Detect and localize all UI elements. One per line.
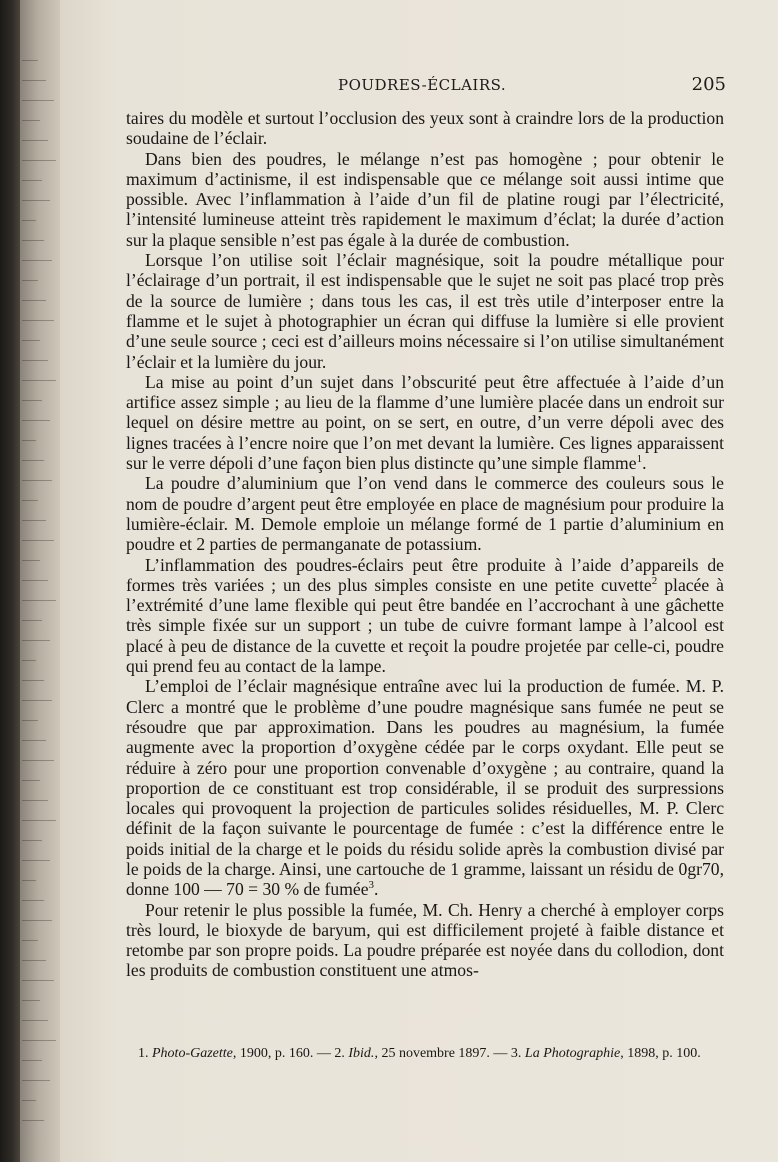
facing-page-text-line	[22, 1080, 50, 1081]
facing-page-text-line	[22, 660, 36, 661]
footnote-marker: 2	[651, 574, 658, 587]
paragraph	[126, 108, 724, 149]
facing-page-text-line	[22, 920, 52, 921]
paragraph-text: L’emploi de l’éclair magnésique entraîne avec lui la production de fumée. M. P. Clerc a montré que le problème d’une poudre magnésique sans fumée ne peut se résoudre que par approximation. Dans les poudres au magnésium, la fumée augmente avec la proportion d’oxygène cédée par le corps oxydant. Elle peut se réduire à zéro pour une proportion convenable d’oxygène ; au contraire, quand la proportion de ce constituant est trop considérable, il se produit des surpressions locales qui provoquent la projection de particules solides résiduelles, M. P. Clerc définit de la façon suivante le pourcentage de fumée : c’est la différence entre le poids initial de la charge et le poids du résidu solide après la combustion divisé par le poids de la charge. Ainsi, une cartouche de 1 gramme, laissant un résidu de 0gr70, donne 100 — 70 = 30 % de fumée	[126, 676, 724, 900]
footnote-reference: , 1898, p. 100.	[620, 1046, 701, 1061]
paragraph-text-end: .	[642, 453, 647, 474]
facing-page-text-line	[22, 180, 42, 181]
facing-page-text-line	[22, 840, 42, 841]
facing-page-text-line	[22, 420, 50, 421]
footnote-marker: 1	[636, 453, 643, 466]
footnotes	[138, 1044, 724, 1064]
facing-page-text-line	[22, 520, 46, 521]
facing-page-text-line	[22, 1020, 48, 1021]
paragraph-text: Pour retenir le plus possible la fumée, M. Ch. Henry a cherché à employer corps très lourd, le bioxyde de baryum, qui est difficilement projeté à faible distance et retombe par son propre poids. La poudre préparée est noyée dans du collodion, dont les produits de combustion constituent une atmos-	[126, 899, 724, 981]
facing-page-text-line	[22, 220, 36, 221]
facing-page-text-line	[22, 360, 48, 361]
facing-page-text-line	[22, 680, 44, 681]
facing-page-text-line	[22, 560, 40, 561]
running-head	[60, 74, 778, 100]
facing-page-text-line	[22, 720, 38, 721]
facing-page-text-line	[22, 500, 38, 501]
facing-page-text-line	[22, 580, 48, 581]
facing-page-text-line	[22, 280, 38, 281]
facing-page-text-line	[22, 300, 46, 301]
facing-page-text-line	[22, 980, 54, 981]
facing-page-text-line	[22, 60, 38, 61]
facing-page-text-line	[22, 140, 48, 141]
facing-page-text-line	[22, 600, 56, 601]
facing-page-text-line	[22, 260, 52, 261]
paragraph-text: La mise au point d’un sujet dans l’obscurité peut être affectuée à l’aide d’un artifice assez simple ; au lieu de la flamme d’une lumière placée dans un endroit sur lequel on désire mettre au point, on se sert, en outre, d’un verre dépoli avec des lignes tracées à l’encre noire que l’on met devant la lumière. Ces lignes apparaissent sur le verre dépoli d’une façon bien plus distincte qu’une simple flamme	[126, 371, 724, 474]
facing-page-text-line	[22, 240, 44, 241]
paragraph	[126, 372, 724, 473]
footnote-number: 1.	[138, 1046, 149, 1061]
footnote-line	[138, 1044, 724, 1064]
footnote-number: 3.	[510, 1046, 522, 1061]
paragraph-text: La poudre d’aluminium que l’on vend dans le commerce des couleurs sous le nom de poudre d’argent peut être employée en place de magnésium pour produire la lumière-éclair. M. Demole emploie un mélange formé de 1 partie d’aluminium en poudre et 2 parties de permanganate de potassium.	[126, 473, 724, 555]
paragraph	[126, 900, 724, 981]
facing-page-text-line	[22, 1120, 44, 1121]
footnote-source: Photo-Gazette	[152, 1046, 233, 1061]
paragraph	[126, 555, 724, 677]
facing-page-text-line	[22, 440, 36, 441]
facing-page-text-line	[22, 740, 46, 741]
facing-page-text-line	[22, 200, 50, 201]
footnote-source: La Photographie	[524, 1046, 621, 1061]
facing-page-text-line	[22, 780, 40, 781]
facing-page-text-line	[22, 960, 46, 961]
facing-page-text-line	[22, 100, 54, 101]
facing-page-text-line	[22, 480, 52, 481]
page-number: 205	[691, 74, 726, 95]
paragraph	[126, 149, 724, 250]
paragraph-text: taires du modèle et surtout l’occlusion des yeux sont à craindre lors de la production soudaine de l’éclair.	[126, 108, 724, 149]
paragraph	[126, 676, 724, 899]
facing-page-text-line	[22, 400, 42, 401]
facing-page-text-line	[22, 340, 40, 341]
paragraph	[126, 250, 724, 372]
facing-page-text-line	[22, 540, 54, 541]
paragraph-text: L’inflammation des poudres-éclairs peut être produite à l’aide d’appareils de formes très variées ; un des plus simples consiste en une petite cuvette	[126, 554, 724, 595]
facing-page-text-line	[22, 320, 54, 321]
facing-page-text-line	[22, 900, 44, 901]
facing-page-text-line	[22, 1060, 42, 1061]
facing-page-text-line	[22, 120, 40, 121]
paragraph-text-end: placée à l’extrémité d’une lame flexible qui peut être bandée en l’accrochant à une gâchette très simple fixée sur un support ; un tube de cuivre formant lampe à l’alcool est placé à peu de distance de la cuvette et reçoit la poudre projetée par celle-ci, poudre qui prend feu au contact de la lampe.	[126, 574, 724, 677]
facing-page-text-line	[22, 820, 56, 821]
facing-page-text-line	[22, 460, 44, 461]
paragraph	[126, 473, 724, 554]
body-text	[126, 108, 724, 981]
facing-page-text-line	[22, 1000, 40, 1001]
paragraph-text: Lorsque l’on utilise soit l’éclair magnésique, soit la poudre métallique pour l’éclairage d’un portrait, il est indispensable que le sujet ne soit pas placé trop près de la source de lumière ; dans tous les cas, il est très utile d’interposer entre la flamme et le sujet à photographier un écran qui diffuse la lumière si elle provient d’une seule source ; ceci est d’ailleurs moins nécessaire si l’on utilise simultanément l’éclair et la lumière du jour.	[126, 250, 724, 372]
facing-page-text-line	[22, 160, 56, 161]
paragraph-text-end: .	[374, 879, 379, 900]
footnote-reference: , 1900, p. 160. —	[232, 1046, 335, 1061]
facing-page-text-line	[22, 860, 50, 861]
facing-page-text-line	[22, 800, 48, 801]
facing-page-text-line	[22, 940, 38, 941]
footnote-number: 2.	[334, 1046, 345, 1061]
facing-page-text-line	[22, 1040, 56, 1041]
facing-page-text-line	[22, 1100, 36, 1101]
facing-page-text-line	[22, 620, 42, 621]
facing-page-text-line	[22, 380, 56, 381]
footnote-marker: 3	[368, 879, 374, 892]
book-page	[60, 0, 778, 1162]
facing-page-edge	[20, 0, 60, 1162]
book-spine-shadow	[0, 0, 20, 1162]
running-title: POUDRES-ÉCLAIRS.	[338, 76, 507, 94]
facing-page-text-line	[22, 700, 52, 701]
footnote-reference: , 25 novembre 1897. —	[374, 1046, 511, 1061]
paragraph-text: Dans bien des poudres, le mélange n’est pas homogène ; pour obtenir le maximum d’actinisme, il est indispensable que ce mélange soit aussi intime que possible. Avec l’inflammation à l’aide d’un fil de platine rougi par l’électricité, l’intensité lumineuse atteint très rapidement le maximum d’éclat; la durée d’action sur la plaque sensible n’est pas égale à la durée de combustion.	[126, 148, 724, 250]
footnote-source: Ibid.	[348, 1046, 375, 1061]
facing-page-text-line	[22, 880, 36, 881]
facing-page-text-line	[22, 80, 46, 81]
facing-page-text-line	[22, 640, 50, 641]
facing-page-text-line	[22, 760, 54, 761]
